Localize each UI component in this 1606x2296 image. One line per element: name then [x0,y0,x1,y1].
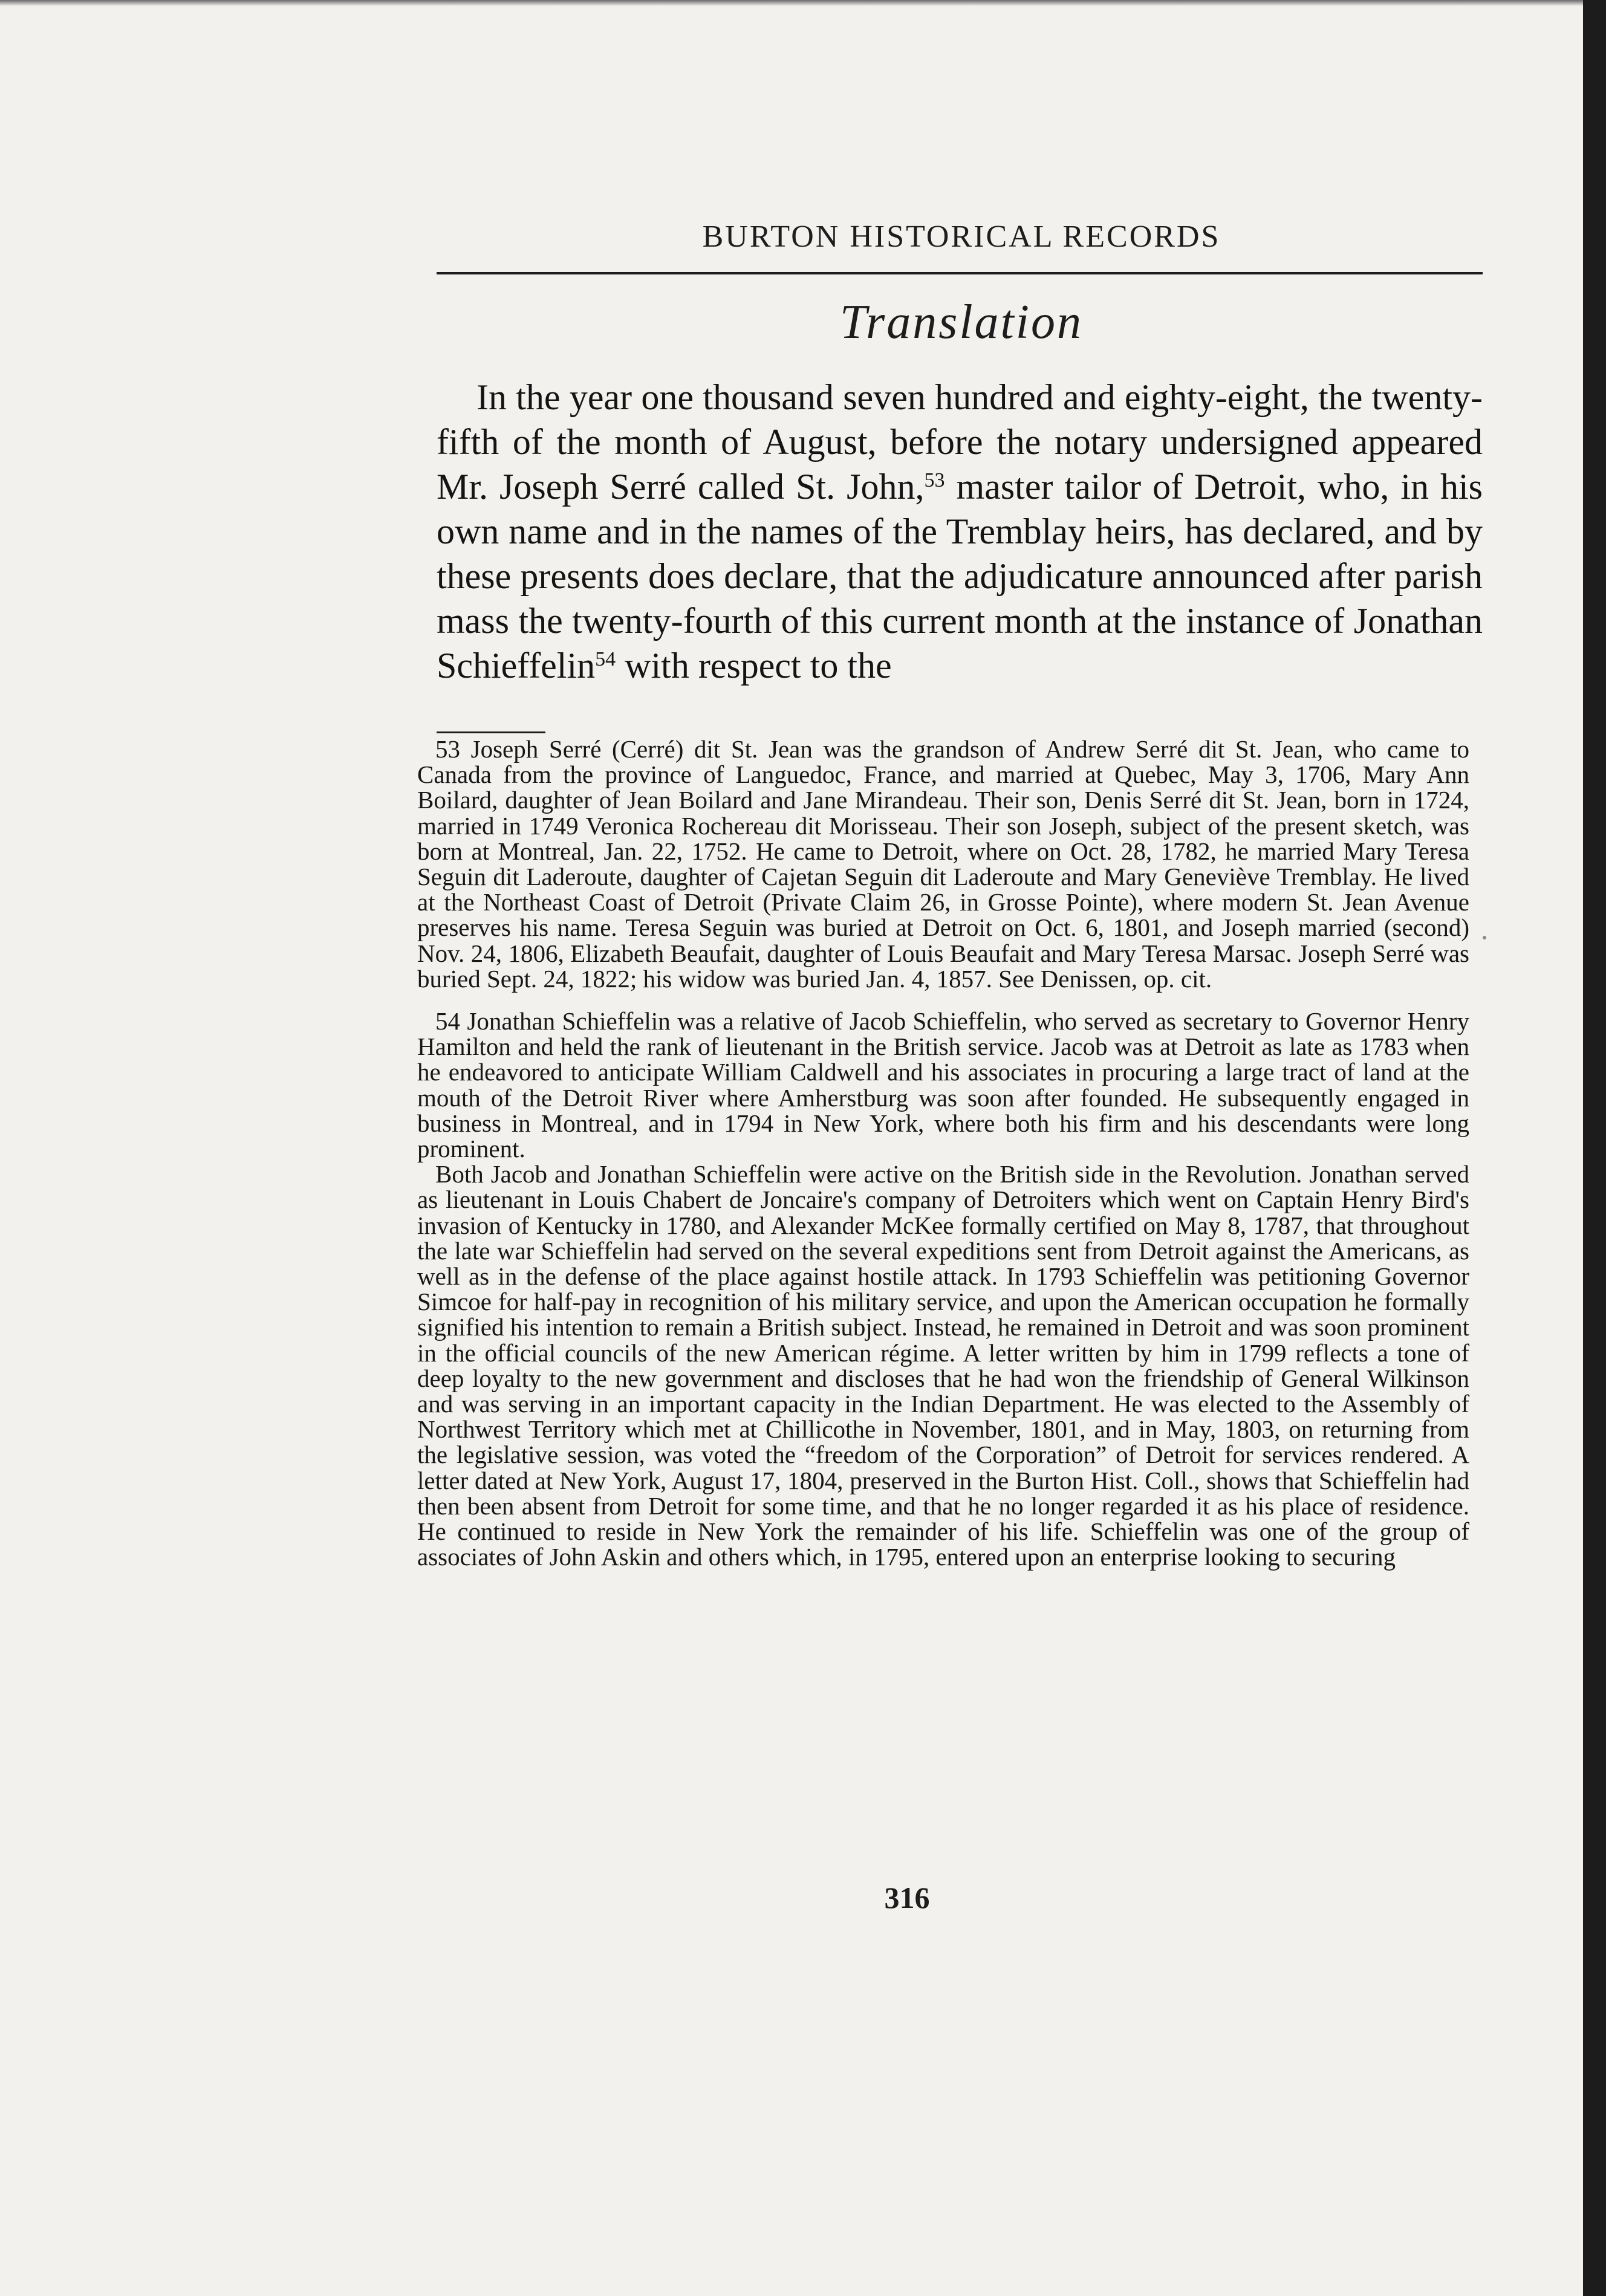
footnote-54: 54 Jonathan Schieffelin was a relative of Jacob Schieffelin, who served as secretary to Governor Henry Hamilton and held the rank of lieutenant in the British service. Jacob was at Detroit as late as 1783 when he endeavored to anticipate William Caldwell and his associates in procuring a large tract of land at the mouth of the Detroit River where Amherstburg was soon after founded. He subsequently engaged in business in Montreal, and in 1794 in New York, where both his firm and his descendants were long prominent. [417,1007,1469,1163]
main-line: master tailor of Detroit, who, in his own name and in the [437,467,1483,551]
footnote-ref-54[interactable]: 54 [595,648,616,670]
main-paragraph [437,375,1483,688]
section-title: Translation [839,296,1084,349]
main-line: presents does declare, that the adjudicature announced [520,556,1310,596]
paper-speck [1483,936,1486,939]
main-line: at the instance of Jonathan Schieffelin [437,601,1483,686]
main-line: after parish mass the twenty-fourth of this current month [437,556,1483,641]
running-head: BURTON HISTORICAL RECORDS [702,219,1221,254]
footnote-54-continued: Both Jacob and Jonathan Schieffelin were active on the British side in the Revolution. Jonathan served as lieutenant in Louis Chabert de Joncaire's company of Detroiters which went on Captain Henry Bird's invasion of Kentucky in 1780, and Alexander McKee formally certified on May 8, 1787, that throughout the late war Schieffelin had served on the several expeditions sent from Detroit against the Americans, as well as in the defense of the place against hostile attack. In 1793 Schieffelin was petitioning Governor Simcoe for half-pay in recognition of his military service, and upon the American occupation he formally signified his intention to remain a British subject. Instead, he remained in Detroit and was soon prominent in the official councils of the new American régime. A letter written by him in 1799 reflects a tone of deep loyalty to the new government and discloses that he had won the friendship of General Wilkinson and was serving in an important capacity in the Indian Department. He was elected to the Assembly of Northwest Territory which met at Chillicothe in November, 1801, and in May, 1803, on returning from the legislative session, was voted the “freedom of the Corporation” of Detroit for services rendered. A letter dated at New York, August 17, 1804, preserved in the Burton Hist. Coll., shows that Schieffelin had then been absent from Detroit for some time, and that he no longer regarded it as his place of residence. He continued to reside in New York the remainder of his life. Schieffelin was one of the group of associates of John Askin and others which, in 1795, entered upon an enterprise looking to securing [417,1160,1469,1571]
footnote-53: 53 Joseph Serré (Cerré) dit St. Jean was the grandson of Andrew Serré dit St. Jean, who came to Canada from the province of Languedoc, France, and married at Quebec, May 3, 1706, Mary Ann Boilard, daughter of Jean Boilard and Jane Mirandeau. Their son, Denis Serré dit St. Jean, born in 1724, married in 1749 Veronica Rochereau dit Morisseau. Their son Joseph, subject of the present sketch, was born at Montreal, Jan. 22, 1752. He came to Detroit, where on Oct. 28, 1782, he married Mary Teresa Seguin dit Laderoute, daughter of Cajetan Seguin dit Laderoute and Mary Geneviève Tremblay. He lived at the Northeast Coast of Detroit (Private Claim 26, in Grosse Pointe), where modern St. Jean Avenue preserves his name. Teresa Seguin was buried at Detroit on Oct. 6, 1801, and Joseph married (second) Nov. 24, 1806, Elizabeth Beaufait, daughter of Louis Beaufait and Mary Teresa Marsac. Joseph Serré was buried Sept. 24, 1822; his widow was buried Jan. 4, 1857. See Denissen, op. cit. [417,735,1469,993]
main-line: undersigned appeared Mr. Joseph Serré called St. John, [437,422,1483,507]
footnote-rule [437,731,545,733]
page-right-border [1583,0,1606,2296]
footnotes [417,736,1469,1570]
header-rule [437,272,1483,274]
main-line: In the year one thousand seven hundred and eighty-eight, [476,377,1309,417]
main-line: the twenty-fifth of the month of August, before the notary [437,377,1483,462]
page-top-shadow [0,0,1583,6]
main-line: with respect to the [616,646,892,686]
footnote-ref-53[interactable]: 53 [924,469,945,491]
page-number: 316 [884,1881,930,1915]
main-line: names of the Tremblay heirs, has declared, and by these [437,511,1483,596]
